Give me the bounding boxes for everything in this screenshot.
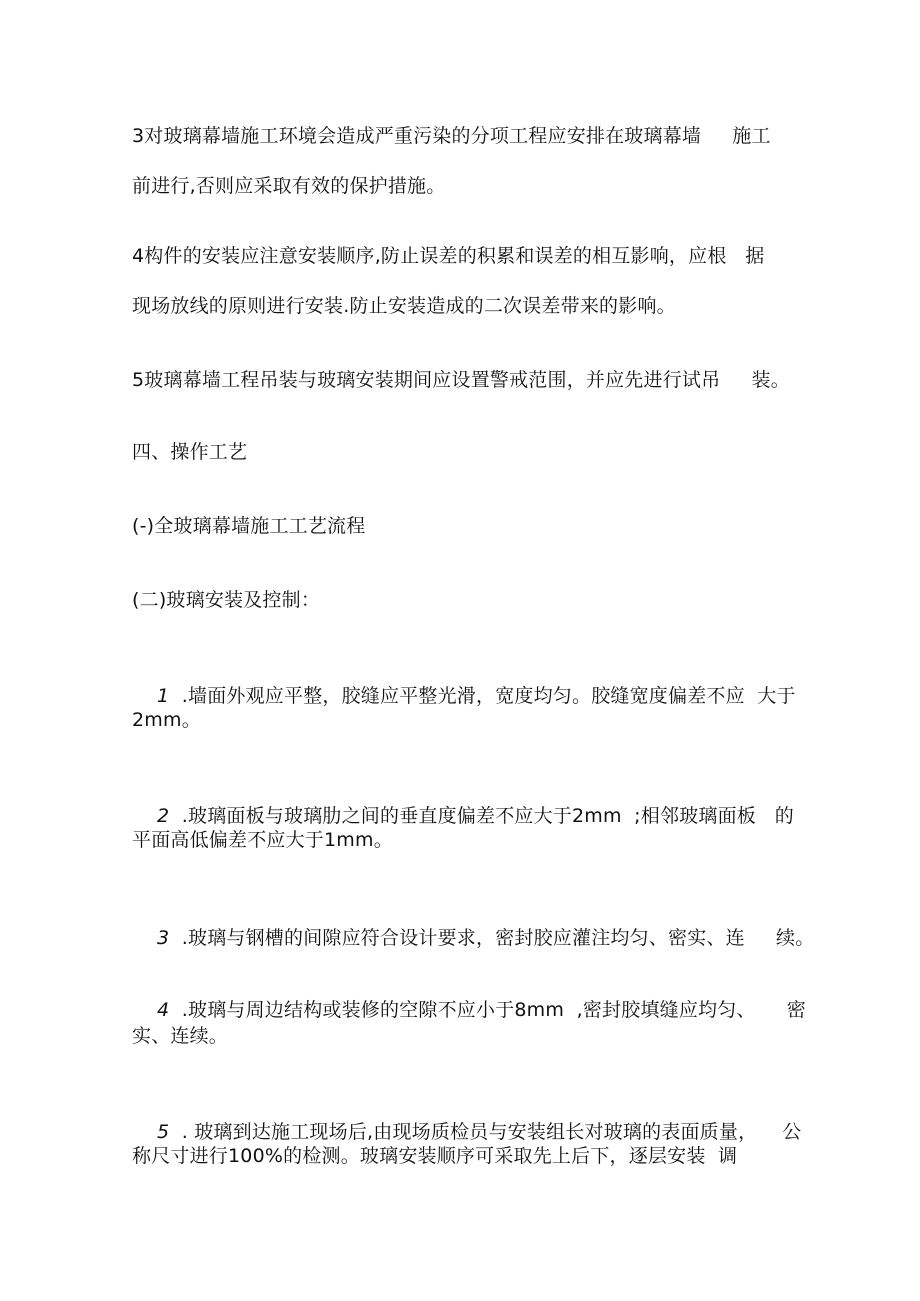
paragraph-5-line-1: 5玻璃幕墙工程吊装与玻璃安装期间应设置警戒范围，并应先进行试吊 装。 <box>132 369 790 391</box>
item-number: 1 <box>156 685 170 707</box>
subsection-heading-1: (-)全玻璃幕墙施工工艺流程 <box>132 515 366 537</box>
item-4-line-1 <box>132 974 806 1046</box>
item-text: . 玻璃到达施工现场后,由现场质检员与安装组长对玻璃的表面质量， 公 <box>181 1121 802 1143</box>
subsection-heading-2: (二)玻璃安装及控制： <box>132 589 321 611</box>
paragraph-3-line-1: 3对玻璃幕墙施工环境会造成严重污染的分项工程应安排在玻璃幕墙 施工 <box>132 125 771 147</box>
item-number: 4 <box>156 999 170 1021</box>
item-3-line-1 <box>132 902 814 974</box>
paragraph-3-line-2: 前进行,否则应采取有效的保护措施。 <box>132 175 446 197</box>
item-text: .玻璃面板与玻璃肋之间的垂直度偏差不应大于2mm ;相邻玻璃面板 的 <box>181 805 794 827</box>
item-1-line-2: 2mm。 <box>132 709 201 731</box>
item-number: 3 <box>156 927 170 949</box>
paragraph-4-line-1: 4构件的安装应注意安装顺序,防止误差的积累和误差的相互影响，应根 据 <box>132 245 765 267</box>
item-number: 5 <box>156 1121 170 1143</box>
section-heading: 四、操作工艺 <box>132 441 248 463</box>
paragraph-4-line-2: 现场放线的原则进行安装.防止安装造成的二次误差带来的影响。 <box>132 295 676 317</box>
item-2-line-2: 平面高低偏差不应大于1mm。 <box>132 829 393 851</box>
item-5-line-2: 称尺寸进行100%的检测。玻璃安装顺序可采取先上后下，逐层安装 调 <box>132 1145 738 1167</box>
item-4-line-2: 实、连续。 <box>132 1025 229 1047</box>
item-text: .玻璃与周边结构或装修的空隙不应小于8mm ,密封胶填缝应均匀、 密 <box>181 999 807 1021</box>
item-text: .墙面外观应平整，胶缝应平整光滑，宽度均匀。胶缝宽度偏差不应 大于 <box>181 685 796 707</box>
item-1-line-1 <box>132 660 796 732</box>
item-text: .玻璃与钢槽的间隙应符合设计要求，密封胶应灌注均匀、密实、连 续。 <box>181 927 815 949</box>
item-number: 2 <box>156 805 170 827</box>
